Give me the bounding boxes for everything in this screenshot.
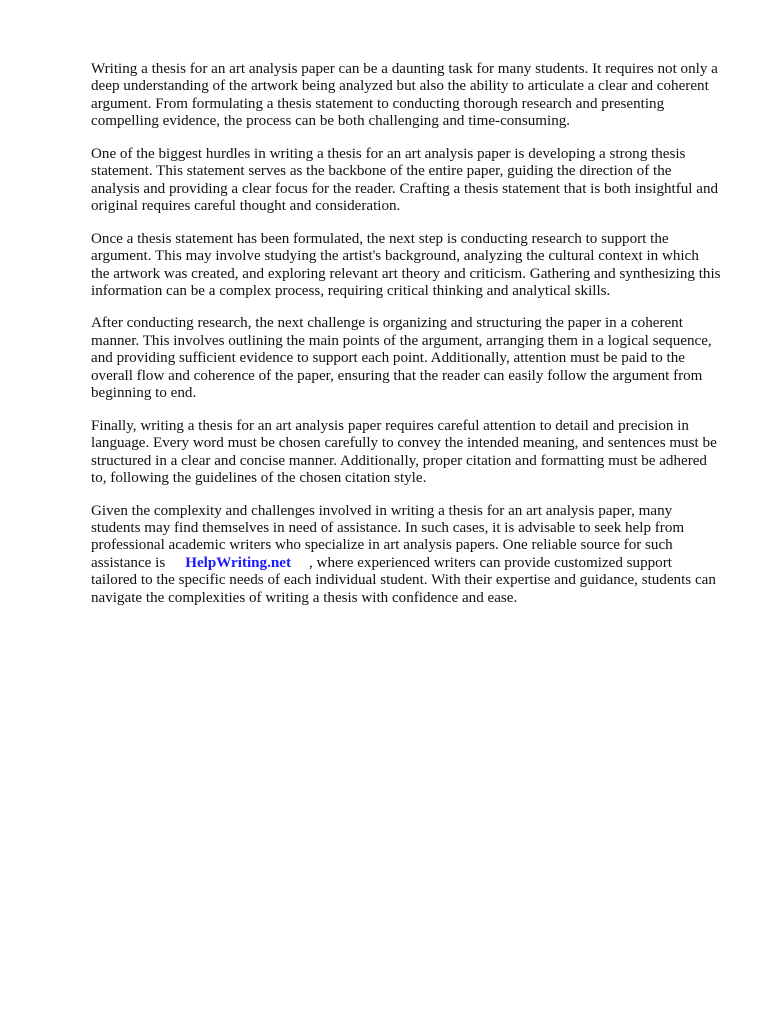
paragraph-4: After conducting research, the next challenge is organizing and structuring the paper in a coherent manner. This involves outlining the main points of the argument, arranging them in a logical sequence, and providing sufficient evidence to support each point. Additionally, attention must be paid to the overall flow and coherence of the paper, ensuring that the reader can easily follow the argument from beginning to end. — [91, 315, 712, 402]
paragraph-5: Finally, writing a thesis for an art analysis paper requires careful attention to detail and precision in language. Every word must be chosen carefully to convey the intended meaning, and sentences must be structured in a clear and concise manner. Additionally, proper citation and formatting must be adhered to, following the guidelines of the chosen citation style. — [91, 417, 717, 487]
paragraph-6-text-before-link: Given the complexity and challenges involved in writing a thesis for an art analysis paper, many students may find themselves in need of assistance. In such cases, it is advisable to seek help from professional academic writers who specialize in art analysis papers. One reliable source for such assistance is — [91, 502, 685, 571]
document-body — [91, 61, 721, 622]
paragraph-1: Writing a thesis for an art analysis paper can be a daunting task for many students. It requires not only a deep understanding of the artwork being analyzed but also the ability to articulate a clear and coherent argument. From formulating a thesis statement to conducting thorough research and presenting compelling evidence, the process can be both challenging and time-consuming. — [91, 61, 718, 130]
paragraph-2: One of the biggest hurdles in writing a thesis for an art analysis paper is developing a strong thesis statement. This statement serves as the backbone of the entire paper, guiding the direction of the analysis and providing a clear focus for the reader. Crafting a thesis statement that is both insightful and original requires careful thought and consideration. — [91, 145, 719, 215]
paragraph-6-text-after-link: , where experienced writers can provide customized support tailored to the specific needs of each individual student. With their expertise and guidance, students can navigate the complexities of writing a thesis with confidence and ease. — [91, 554, 716, 606]
paragraph-3: Once a thesis statement has been formulated, the next step is conducting research to support the argument. This may involve studying the artist's background, analyzing the cultural context in which the artwork was created, and exploring relevant art theory and criticism. Gathering and synthesizing this information can be a complex process, requiring critical thinking and analytical skills. — [91, 230, 721, 299]
paragraph-6 — [91, 503, 721, 608]
helpwriting-link[interactable]: HelpWriting.net — [185, 554, 291, 571]
